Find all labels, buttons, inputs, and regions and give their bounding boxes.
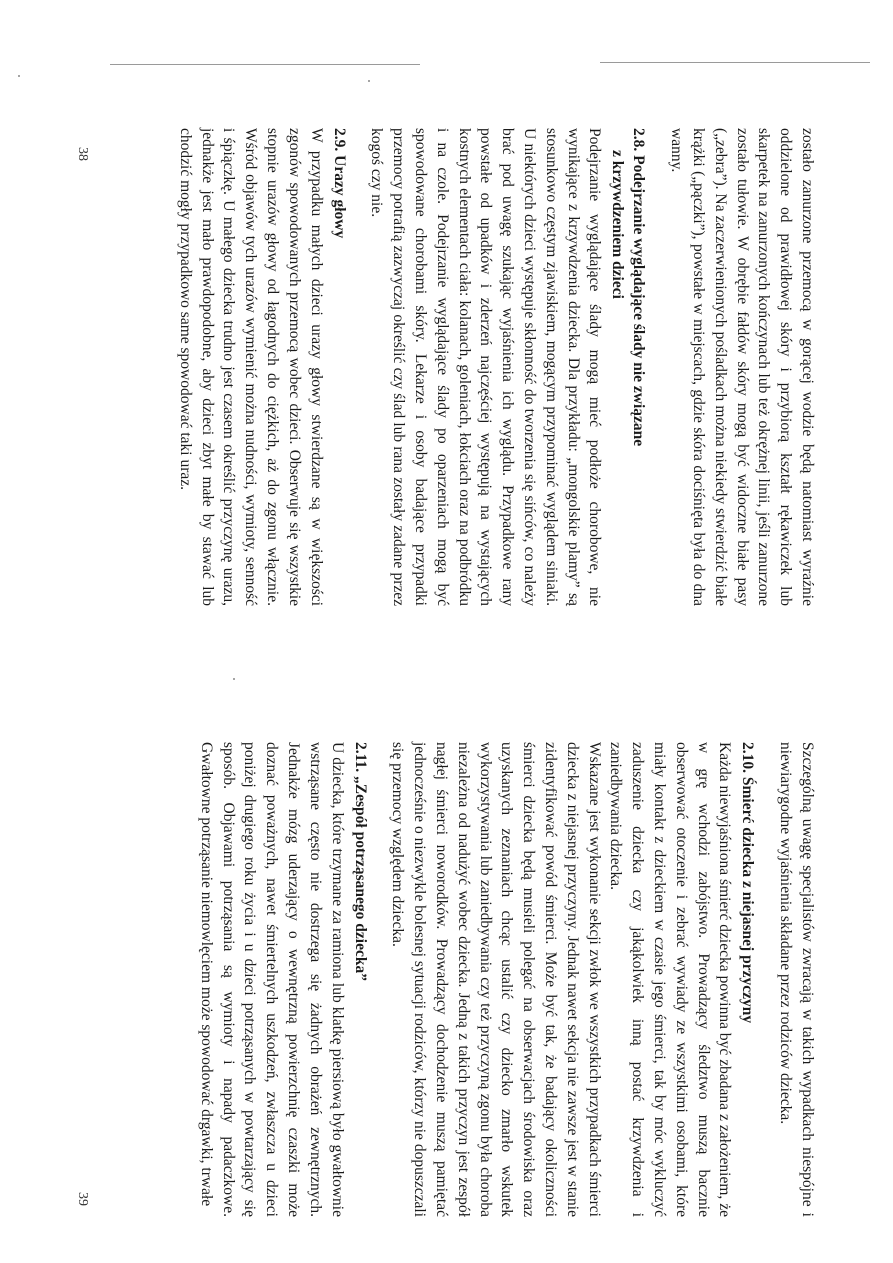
paragraph: Podejrzanie wyglądające ślady mogą mieć podłoże chorobowe, nie wynikające z krzywdzenia dziecka. Dla przykładu: „mongolskie plamy” są stosunkowo częstym zjawiskiem, mogącym przypominać wyglądem siniaki. U niektórych dzieci występuje skłonność do tworzenia się sińców, co należy brać pod uwagę szukając wyjaśnienia ich wyglądu. Przypadkowe rany powstałe od upadków i zderzeń najczęściej występują na wystających kostnych elementach ciała: kolanach, goleniach, łokciach oraz na podbródku i na czole. Podejrzanie wyglądające ślady po oparzeniach mogą być spowodowane chorobami skóry. Lekarze i osoby badające przypadki przemocy potrafią zazwyczaj określić czy ślad lub rana zostały zadane przez kogoś czy nie. — [368, 128, 604, 606]
page-number: 38 — [75, 147, 90, 161]
section-heading-2-11: 2.11. „Zespół potrząsanego dziecka” — [351, 742, 369, 981]
scan-artifact-line — [110, 64, 420, 65]
paragraph: Każda niewyjaśniona śmierć dziecka powinna być zbadana z założeniem, że w grę wchodzi zabójstwo. Prowadzący śledztwo muszą bacznie obserwować otoczenie i zebrać wywiady ze wszystkimi osobami, które miały kontakt z dzieckiem w czasie jego śmierci, tak by móc wykluczyć zaduszenie dziecka czy jakąkolwiek inną postać krzywdzenia i zaniedbywania dziecka. — [607, 742, 734, 1217]
scan-artifact-dot — [368, 80, 370, 82]
page-number: 39 — [75, 1192, 90, 1206]
section-heading-2-9: 2.9. Urazy głowy — [330, 128, 348, 239]
scan-artifact-dot — [18, 75, 20, 77]
heading-line: z krzywdzeniem dzieci — [609, 150, 627, 299]
scan-artifact-dot — [233, 678, 235, 680]
paragraph: Szczególną uwagę specjalistów zwracają w takich wypadkach niespójne i niewiarygodne wyjaśnienia składane przez rodziców dziecka. — [777, 742, 816, 1217]
scan-artifact-line — [600, 62, 870, 63]
paragraph: zostało zanurzone przemocą w gorącej wodzie będą natomiast wyraźnie oddzielone od prawidłowej skóry i przybiorą kształt rękawiczek lub skarpetek na zanurzonych kończynach lub też okrężnej linii, jeśli zanurzone zostało tułowie. W obrębie fałdów skóry mogą być widoczne białe pasy („zebra”). Na zaczerwienionych pośladkach można niekiedy stwierdzić białe krążki („pączki”), powstałe w miejscach, gdzie skóra dociśnięta była do dna wanny. — [668, 128, 816, 606]
section-heading-2-10: 2.10. Śmierć dziecka z niejasnej przyczyny — [739, 742, 757, 1024]
section-heading-2-8 — [607, 128, 649, 606]
paragraph: Wskazane jest wykonanie sekcji zwłok we wszystkich przypadkach śmierci dziecka z niejasnej przyczyny. Jednak nawet sekcja nie zawsze jest w stanie zidentyfikować powód śmierci. Może być tak, że badający okoliczności śmierci dziecka będą musieli polegać na obserwacjach środowiska oraz uzyskanych zeznaniach chcąc ustalić czy dziecko zmarło wskutek wykorzystywania lub zaniedbywania czy też przyczyną zgonu była choroba niezależna od nadużyć wobec dziecka. Jedną z takich przyczyn jest zespół nagłej śmierci noworodków. Prowadzący dochodzenie muszą pamiętać jednocześnie o niezwykle bolesnej sytuacji rodziców, którzy nie dopuszczali się przemocy względem dziecka. — [389, 742, 603, 1217]
paragraph: U dziecka, które trzymane za ramiona lub klatkę piersiową było gwałtownie wstrząsane często nie dostrzega się żadnych obrażeń zewnętrznych. Jednakże mózg uderzający o wewnętrzną powierzchnię czaszki może doznać poważnych, nawet śmiertelnych uszkodzeń, zwłaszcza u dzieci poniżej drugiego roku życia i u dzieci potrząsanych w powtarzający się sposób. Objawami potrząsania są wymioty i napady padaczkowe. Gwałtowne potrząsanie niemowlęciem może spowodować drgawki, trwałe — [197, 742, 346, 1217]
heading-line: 2.8. Podejrzanie wyglądające ślady nie związane — [630, 128, 648, 447]
page-38 — [174, 128, 818, 606]
paragraph: W przypadku małych dzieci urazy głowy stwierdzane są w większości zgonów spowodowanych przemocą wobec dzieci. Obserwuje się wszystkie stopnie urazów głowy od łagodnych do ciężkich, aż do zgonu włącznie. Wśród objawów tych urazów wymienić można nudności, wymioty, senność i śpiączkę. U małego dziecka trudno jest czasem określić przyczynę urazu, jednakże jest mało prawdopodobne, aby dzieci zbyt małe by stawać lub chodzić mogły przypadkowo same spowodować taki uraz. — [176, 128, 325, 606]
page-39 — [195, 742, 818, 1217]
